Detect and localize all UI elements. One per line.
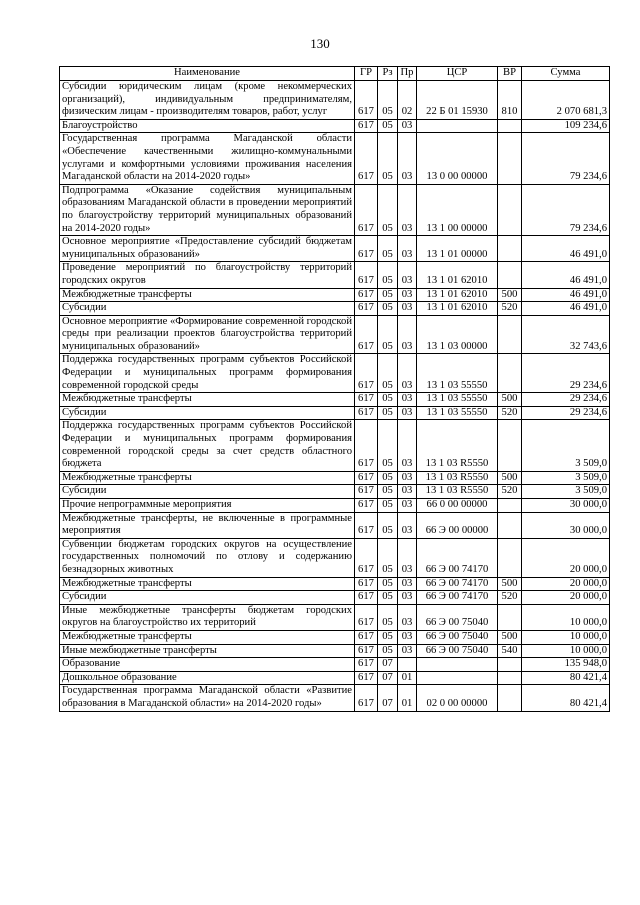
row-name: Субсидии <box>60 406 355 420</box>
row-name: Межбюджетные трансферты <box>60 577 355 591</box>
row-vr <box>498 671 522 685</box>
row-pr: 03 <box>398 471 417 485</box>
row-sum: 10 000,0 <box>522 644 610 658</box>
row-vr <box>498 354 522 393</box>
header-sum: Сумма <box>522 67 610 81</box>
row-vr <box>498 499 522 513</box>
row-sum: 32 743,6 <box>522 315 610 354</box>
row-name: Субсидии <box>60 302 355 316</box>
row-sum: 30 000,0 <box>522 512 610 538</box>
row-sum: 46 491,0 <box>522 236 610 262</box>
row-vr <box>498 236 522 262</box>
table-row <box>60 644 610 658</box>
row-pr: 03 <box>398 133 417 184</box>
header-csr: ЦСР <box>417 67 498 81</box>
row-sum: 30 000,0 <box>522 499 610 513</box>
row-csr: 22 Б 01 15930 <box>417 81 498 120</box>
row-gr: 617 <box>355 512 378 538</box>
header-gr: ГР <box>355 67 378 81</box>
row-vr: 520 <box>498 485 522 499</box>
row-vr: 810 <box>498 81 522 120</box>
row-name: Межбюджетные трансферты, не включенные в программные мероприятия <box>60 512 355 538</box>
row-gr: 617 <box>355 671 378 685</box>
row-sum: 79 234,6 <box>522 133 610 184</box>
row-gr: 617 <box>355 133 378 184</box>
row-vr <box>498 420 522 471</box>
table-row <box>60 685 610 711</box>
row-vr <box>498 685 522 711</box>
row-sum: 20 000,0 <box>522 577 610 591</box>
row-vr <box>498 538 522 577</box>
row-pr: 03 <box>398 538 417 577</box>
row-rz: 07 <box>378 658 398 672</box>
row-csr: 66 Э 00 74170 <box>417 577 498 591</box>
row-csr: 13 1 01 62010 <box>417 302 498 316</box>
row-name: Межбюджетные трансферты <box>60 393 355 407</box>
row-pr: 03 <box>398 630 417 644</box>
row-vr: 520 <box>498 591 522 605</box>
row-vr <box>498 119 522 133</box>
table-row <box>60 512 610 538</box>
row-csr: 13 1 03 55550 <box>417 393 498 407</box>
row-name: Межбюджетные трансферты <box>60 630 355 644</box>
row-csr: 13 1 03 R5550 <box>417 485 498 499</box>
row-gr: 617 <box>355 81 378 120</box>
row-vr <box>498 184 522 235</box>
row-rz: 05 <box>378 577 398 591</box>
row-gr: 617 <box>355 236 378 262</box>
header-vr: ВР <box>498 67 522 81</box>
row-gr: 617 <box>355 288 378 302</box>
header-pr: Пр <box>398 67 417 81</box>
table-row <box>60 354 610 393</box>
table-row <box>60 302 610 316</box>
table-row <box>60 538 610 577</box>
row-vr: 500 <box>498 630 522 644</box>
table-body <box>60 81 610 712</box>
row-sum: 20 000,0 <box>522 591 610 605</box>
row-rz: 05 <box>378 406 398 420</box>
row-csr: 66 0 00 00000 <box>417 499 498 513</box>
row-vr: 540 <box>498 644 522 658</box>
page-number: 130 <box>310 36 330 51</box>
row-name: Поддержка государственных программ субъектов Российской Федерации и муниципальных программ формирования современной городской среды <box>60 354 355 393</box>
table-row <box>60 658 610 672</box>
row-sum: 10 000,0 <box>522 604 610 630</box>
row-sum: 46 491,0 <box>522 288 610 302</box>
row-vr <box>498 512 522 538</box>
row-pr: 03 <box>398 485 417 499</box>
row-vr: 500 <box>498 288 522 302</box>
row-name: Основное мероприятие «Формирование современной городской среды при реализации проектов благоустройства территорий муниципальных образований» <box>60 315 355 354</box>
row-name: Иные межбюджетные трансферты бюджетам городских округов на благоустройство их территорий <box>60 604 355 630</box>
row-rz: 05 <box>378 302 398 316</box>
row-sum: 109 234,6 <box>522 119 610 133</box>
row-sum: 135 948,0 <box>522 658 610 672</box>
row-gr: 617 <box>355 119 378 133</box>
row-sum: 29 234,6 <box>522 354 610 393</box>
row-sum: 46 491,0 <box>522 302 610 316</box>
row-csr: 13 1 03 55550 <box>417 354 498 393</box>
row-rz: 05 <box>378 393 398 407</box>
row-name: Поддержка государственных программ субъектов Российской Федерации и муниципальных программ формирования современной городской среды за счет средств областного бюджета <box>60 420 355 471</box>
row-csr: 13 1 03 R5550 <box>417 420 498 471</box>
table-row <box>60 420 610 471</box>
table-row <box>60 81 610 120</box>
row-pr: 03 <box>398 354 417 393</box>
row-gr: 617 <box>355 658 378 672</box>
table-row <box>60 133 610 184</box>
row-csr <box>417 658 498 672</box>
row-sum: 2 070 681,3 <box>522 81 610 120</box>
row-pr: 03 <box>398 119 417 133</box>
row-csr: 66 Э 00 74170 <box>417 591 498 605</box>
row-pr <box>398 658 417 672</box>
row-pr: 03 <box>398 184 417 235</box>
row-sum: 29 234,6 <box>522 406 610 420</box>
row-gr: 617 <box>355 184 378 235</box>
row-csr: 13 1 01 62010 <box>417 288 498 302</box>
header-name: Наименование <box>60 67 355 81</box>
row-pr: 03 <box>398 644 417 658</box>
row-sum: 3 509,0 <box>522 420 610 471</box>
table-row <box>60 499 610 513</box>
table-row <box>60 315 610 354</box>
row-sum: 46 491,0 <box>522 262 610 288</box>
table-row <box>60 471 610 485</box>
row-pr: 02 <box>398 81 417 120</box>
row-vr <box>498 315 522 354</box>
row-vr: 520 <box>498 406 522 420</box>
row-csr: 13 1 03 R5550 <box>417 471 498 485</box>
table-header <box>60 67 610 81</box>
row-csr: 66 Э 00 75040 <box>417 644 498 658</box>
row-name: Прочие непрограммные мероприятия <box>60 499 355 513</box>
row-sum: 80 421,4 <box>522 671 610 685</box>
row-pr: 03 <box>398 499 417 513</box>
row-pr: 01 <box>398 685 417 711</box>
table-row <box>60 630 610 644</box>
row-pr: 03 <box>398 406 417 420</box>
row-gr: 617 <box>355 577 378 591</box>
row-name: Субвенции бюджетам городских округов на осуществление государственных полномочий по отлову и содержанию безнадзорных животных <box>60 538 355 577</box>
row-sum: 3 509,0 <box>522 471 610 485</box>
row-rz: 07 <box>378 671 398 685</box>
row-vr: 500 <box>498 471 522 485</box>
row-csr: 13 0 00 00000 <box>417 133 498 184</box>
row-sum: 20 000,0 <box>522 538 610 577</box>
row-name: Межбюджетные трансферты <box>60 288 355 302</box>
table-row <box>60 406 610 420</box>
row-pr: 03 <box>398 512 417 538</box>
row-gr: 617 <box>355 302 378 316</box>
row-pr: 03 <box>398 604 417 630</box>
row-gr: 617 <box>355 485 378 499</box>
row-pr: 03 <box>398 236 417 262</box>
row-pr: 03 <box>398 288 417 302</box>
table-row <box>60 671 610 685</box>
row-pr: 03 <box>398 591 417 605</box>
row-name: Субсидии юридическим лицам (кроме некоммерческих организаций), индивидуальным предпринимателям, физическим лицам - производителям товаров, работ, услуг <box>60 81 355 120</box>
row-name: Межбюджетные трансферты <box>60 471 355 485</box>
table-row <box>60 393 610 407</box>
row-gr: 617 <box>355 393 378 407</box>
table-row <box>60 604 610 630</box>
row-rz: 05 <box>378 184 398 235</box>
row-csr: 13 1 03 00000 <box>417 315 498 354</box>
row-gr: 617 <box>355 538 378 577</box>
row-rz: 05 <box>378 119 398 133</box>
row-pr: 03 <box>398 262 417 288</box>
table-row <box>60 577 610 591</box>
row-csr: 13 1 01 00000 <box>417 236 498 262</box>
row-gr: 617 <box>355 354 378 393</box>
row-gr: 617 <box>355 499 378 513</box>
row-csr <box>417 119 498 133</box>
table-row <box>60 485 610 499</box>
row-name: Иные межбюджетные трансферты <box>60 644 355 658</box>
row-rz: 05 <box>378 288 398 302</box>
row-pr: 03 <box>398 420 417 471</box>
row-rz: 05 <box>378 499 398 513</box>
row-vr <box>498 262 522 288</box>
row-csr: 66 Э 00 74170 <box>417 538 498 577</box>
table-row <box>60 288 610 302</box>
row-name: Государственная программа Магаданской области «Развитие образования в Магаданской области» на 2014-2020 годы» <box>60 685 355 711</box>
header-rz: Рз <box>378 67 398 81</box>
row-pr: 03 <box>398 302 417 316</box>
row-vr <box>498 604 522 630</box>
row-csr: 66 Э 00 00000 <box>417 512 498 538</box>
row-gr: 617 <box>355 262 378 288</box>
row-pr: 03 <box>398 577 417 591</box>
table-row <box>60 262 610 288</box>
row-name: Образование <box>60 658 355 672</box>
row-gr: 617 <box>355 644 378 658</box>
row-rz: 05 <box>378 262 398 288</box>
row-sum: 3 509,0 <box>522 485 610 499</box>
row-gr: 617 <box>355 406 378 420</box>
row-rz: 05 <box>378 315 398 354</box>
table-row <box>60 119 610 133</box>
row-gr: 617 <box>355 420 378 471</box>
row-gr: 617 <box>355 685 378 711</box>
row-name: Субсидии <box>60 485 355 499</box>
row-rz: 05 <box>378 591 398 605</box>
row-rz: 05 <box>378 644 398 658</box>
row-vr <box>498 133 522 184</box>
row-sum: 29 234,6 <box>522 393 610 407</box>
budget-table <box>59 66 610 712</box>
row-csr: 13 1 00 00000 <box>417 184 498 235</box>
row-vr: 500 <box>498 393 522 407</box>
row-rz: 05 <box>378 133 398 184</box>
row-name: Дошкольное образование <box>60 671 355 685</box>
row-rz: 07 <box>378 685 398 711</box>
row-rz: 05 <box>378 354 398 393</box>
row-rz: 05 <box>378 81 398 120</box>
row-gr: 617 <box>355 604 378 630</box>
row-csr <box>417 671 498 685</box>
row-name: Государственная программа Магаданской области «Обеспечение качественными жилищно-коммунальными услугами и комфортными условиями проживания населения Магаданской области на 2014-2020 годы» <box>60 133 355 184</box>
row-rz: 05 <box>378 512 398 538</box>
table-row <box>60 236 610 262</box>
row-rz: 05 <box>378 538 398 577</box>
row-gr: 617 <box>355 630 378 644</box>
row-gr: 617 <box>355 471 378 485</box>
row-name: Благоустройство <box>60 119 355 133</box>
row-rz: 05 <box>378 630 398 644</box>
row-rz: 05 <box>378 471 398 485</box>
row-vr <box>498 658 522 672</box>
table-row <box>60 184 610 235</box>
row-rz: 05 <box>378 485 398 499</box>
row-pr: 01 <box>398 671 417 685</box>
row-csr: 02 0 00 00000 <box>417 685 498 711</box>
row-gr: 617 <box>355 591 378 605</box>
row-csr: 66 Э 00 75040 <box>417 630 498 644</box>
row-csr: 13 1 03 55550 <box>417 406 498 420</box>
row-gr: 617 <box>355 315 378 354</box>
row-csr: 66 Э 00 75040 <box>417 604 498 630</box>
row-pr: 03 <box>398 393 417 407</box>
row-sum: 80 421,4 <box>522 685 610 711</box>
row-vr: 500 <box>498 577 522 591</box>
row-sum: 79 234,6 <box>522 184 610 235</box>
row-vr: 520 <box>498 302 522 316</box>
row-name: Проведение мероприятий по благоустройству территорий городских округов <box>60 262 355 288</box>
row-csr: 13 1 01 62010 <box>417 262 498 288</box>
header-row <box>60 67 610 81</box>
row-rz: 05 <box>378 420 398 471</box>
row-pr: 03 <box>398 315 417 354</box>
row-rz: 05 <box>378 604 398 630</box>
row-rz: 05 <box>378 236 398 262</box>
table-row <box>60 591 610 605</box>
row-sum: 10 000,0 <box>522 630 610 644</box>
row-name: Подпрограмма «Оказание содействия муниципальным образованиям Магаданской области в проведении мероприятий по благоустройству территорий муниципальных образований на 2014-2020 годы» <box>60 184 355 235</box>
row-name: Субсидии <box>60 591 355 605</box>
row-name: Основное мероприятие «Предоставление субсидий бюджетам муниципальных образований» <box>60 236 355 262</box>
